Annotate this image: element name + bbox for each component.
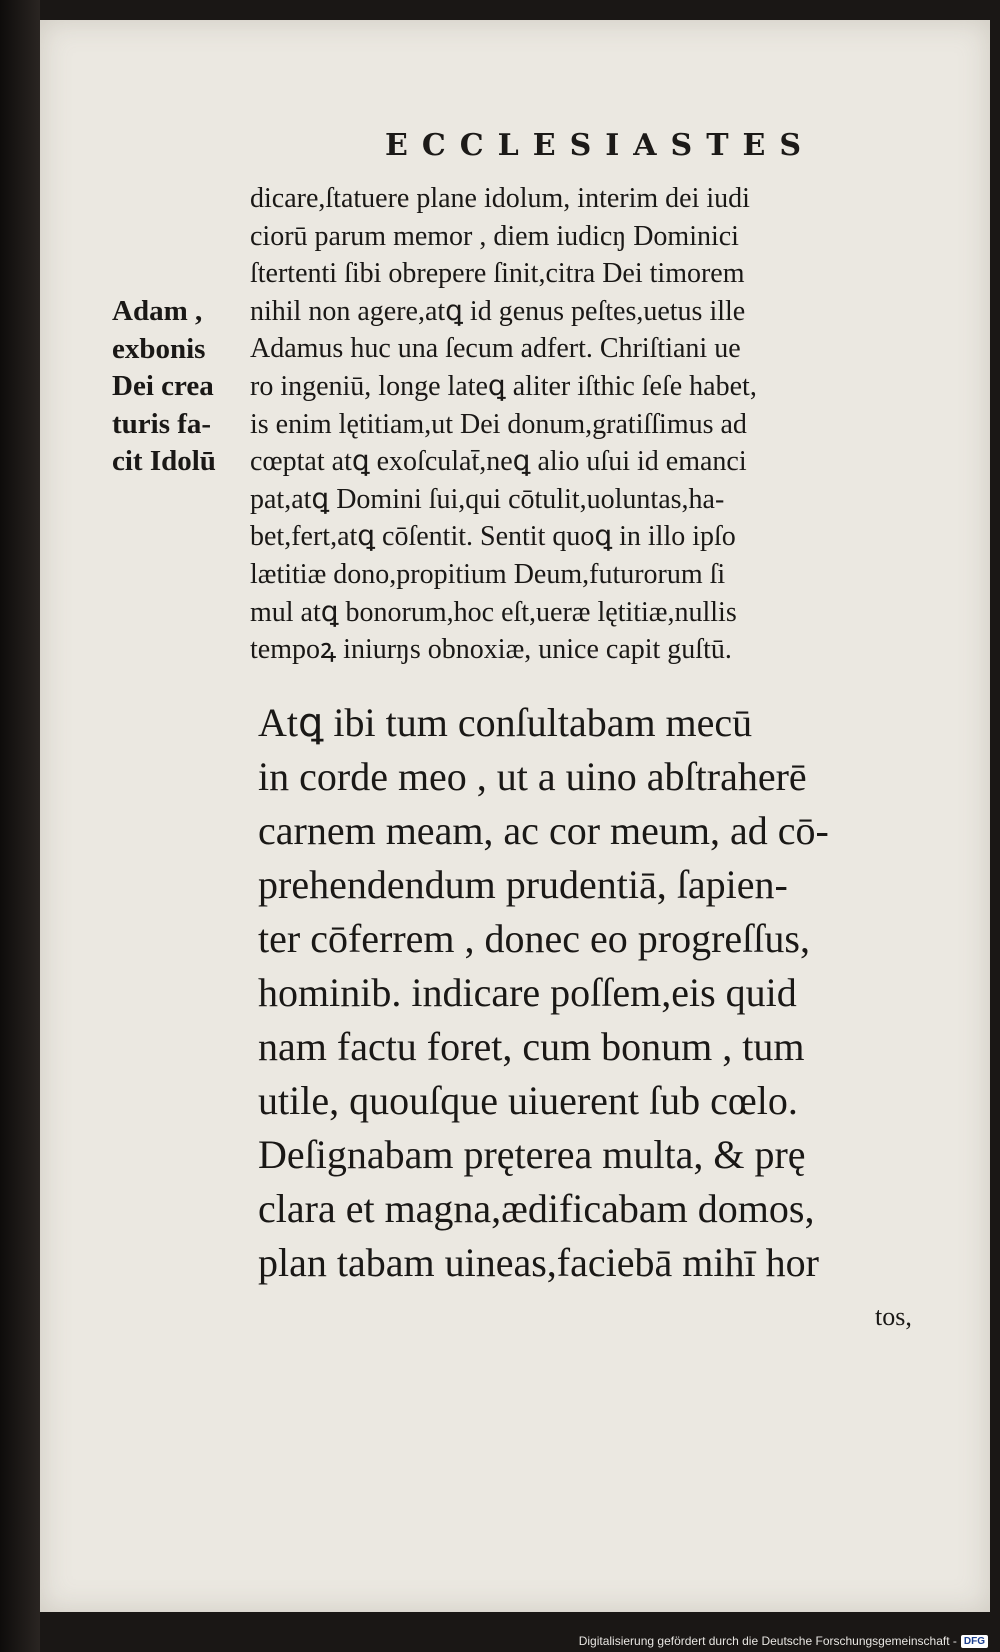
dfg-logo-icon: DFG <box>961 1635 988 1648</box>
scripture-line: prehendendum prudentiā, ſapien- <box>258 862 788 907</box>
commentary-line: nihil non agere,atꝗ id genus peſtes,uetus ille <box>250 295 746 327</box>
marginal-note <box>112 293 244 481</box>
commentary-line: bet,fert,atꝗ cōſentit. Sentit quoꝗ in illo ipſo <box>250 521 736 553</box>
marginal-note-line: Dei crea <box>112 370 214 403</box>
marginal-note-line: cit Idolū <box>112 445 216 478</box>
commentary-line: pat,atꝗ Domini ſui,qui cōtulit,uoluntas,ha- <box>250 483 725 515</box>
scripture-line: Atꝗ ibi tum conſultabam mecū <box>258 700 753 745</box>
marginal-note-line: Adam , <box>112 295 203 327</box>
commentary-line: cœptat atꝗ exoſculat̄,neꝗ alio uſui id emanci <box>250 446 747 478</box>
commentary-line: ro ingeniū, longe lateꝗ aliter iſthic ſeſe habet, <box>250 370 757 402</box>
scripture-line: utile, quouſque uiuerent ſub cœlo. <box>258 1078 798 1123</box>
running-header: ECCLESIASTES <box>385 128 816 163</box>
book-spine <box>0 0 40 1652</box>
scripture-line: Deſignabam pręterea multa, & prę <box>258 1132 806 1177</box>
commentary-line: is enim lętitiam,ut Dei donum,gratiſſimus ad <box>250 408 747 440</box>
commentary-line: lætitiæ dono,propitium Deum,futurorum ſi <box>250 558 726 590</box>
scripture-line: hominib. indicare poſſem,eis quid <box>258 970 797 1015</box>
commentary-line: mul atꝗ bonorum,hoc eſt,ueræ lętitiæ,nullis <box>250 596 737 628</box>
scripture-line: in corde meo , ut a uino abſtraherē <box>258 754 807 799</box>
scripture-line: ter cōferrem , donec eo progreſſus, <box>258 916 810 961</box>
marginal-note-line: exbonis <box>112 332 206 365</box>
commentary-block <box>250 180 930 669</box>
scripture-block <box>258 696 938 1290</box>
digitization-credit <box>579 1634 988 1648</box>
scripture-line: nam factu foret, cum bonum , tum <box>258 1024 805 1069</box>
catchword: tos, <box>875 1302 912 1331</box>
commentary-line: dicare,ſtatuere plane idolum, interim dei iudi <box>250 183 750 214</box>
marginal-note-line: turis fa- <box>112 407 212 440</box>
scripture-line: plan tabam uineas,faciebā mihī hor <box>258 1240 819 1285</box>
commentary-line: ciorū parum memor , diem iudicŋ Dominici <box>250 220 739 252</box>
commentary-line: ſtertenti ſibi obrepere ſinit,citra Dei timorem <box>250 258 745 290</box>
scripture-line: clara et magna,ædificabam domos, <box>258 1186 815 1231</box>
commentary-line: Adamus huc una ſecum adfert. Chriſtiani ue <box>250 333 741 365</box>
credit-text: Digitalisierung gefördert durch die Deutsche Forschungsgemeinschaft - <box>578 1634 957 1648</box>
commentary-line: tempoꝝ iniurŋs obnoxiæ, unice capit guſtū. <box>250 634 732 666</box>
scripture-line: carnem meam, ac cor meum, ad cō- <box>258 808 829 853</box>
